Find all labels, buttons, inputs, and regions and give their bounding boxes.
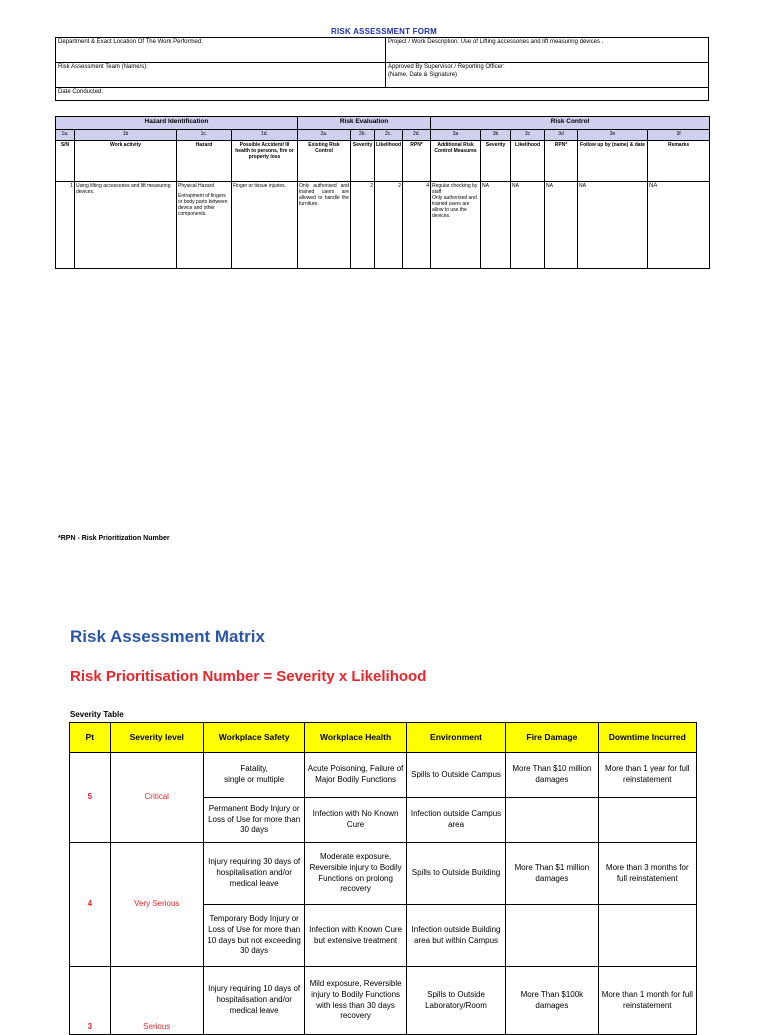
column-header: Remarks	[648, 141, 710, 182]
remarks-cell: NA	[648, 182, 710, 269]
hazard-type: Physical Hazard	[178, 183, 215, 189]
rpn-formula: Risk Prioritisation Number = Severity x Likelihood	[70, 668, 427, 685]
severity-points: 3	[70, 967, 111, 1035]
likelihood-cell: 2	[375, 182, 403, 269]
column-header: Likelihood	[511, 141, 545, 182]
code-cell: 3b	[481, 130, 511, 141]
matrix-title: Risk Assessment Matrix	[70, 627, 265, 646]
column-header: Severity	[481, 141, 511, 182]
column-header: Work activity	[75, 141, 177, 182]
table-cell: Infection with No Known Cure	[305, 798, 406, 843]
table-cell	[506, 905, 598, 967]
table-cell: More Than $100k damages	[506, 967, 598, 1035]
severity-level: Very Serious	[110, 843, 203, 967]
severity-cell: 2	[351, 182, 375, 269]
hazard-detail: Entrapment of fingers or body parts between device and other components.	[178, 193, 228, 217]
table-cell: More than 1 year for full reinstatement	[598, 753, 696, 798]
existing-control-cell: Only authorised and trained users are allowed to handle the furniture.	[298, 182, 351, 269]
code-cell: 3d	[545, 130, 578, 141]
table-cell	[598, 905, 696, 967]
risk-table	[55, 116, 710, 269]
column-header: Additional Risk Control Measures	[431, 141, 481, 182]
table-cell: More Than $1 million damages	[506, 843, 598, 905]
column-header: Existing Risk Control	[298, 141, 351, 182]
severity-points: 5	[70, 753, 111, 843]
table-cell: Mild exposure, Reversible injury to Bodily Functions with less than 30 days recovery	[305, 967, 406, 1035]
table-cell: More Than $10 million damages	[506, 753, 598, 798]
severity-header: Pt	[70, 723, 111, 753]
code-cell: 3c	[511, 130, 545, 141]
severity-table	[69, 722, 697, 1035]
approved-label: Approved By Supervisor / Reporting Officer:	[388, 64, 505, 70]
table-cell: Acute Poisoning, Failure of Major Bodily Functions	[305, 753, 406, 798]
code-cell: 2c.	[375, 130, 403, 141]
code-cell: 1a.	[56, 130, 75, 141]
followup-cell: NA	[578, 182, 648, 269]
table-cell: More than 3 months for full reinstatement	[598, 843, 696, 905]
severity-points: 4	[70, 843, 111, 967]
table-cell: Injury requiring 30 days of hospitalisation and/or medical leave	[203, 843, 304, 905]
severity-level: Serious	[110, 967, 203, 1035]
severity-header: Workplace Safety	[203, 723, 304, 753]
table-cell: Spills to Outside Building	[406, 843, 505, 905]
code-cell: 3e	[578, 130, 648, 141]
column-header: Hazard	[177, 141, 232, 182]
group-hazard-identification: Hazard Identification	[56, 117, 298, 130]
column-header: RPN*	[545, 141, 578, 182]
table-cell: Infection outside Campus area	[406, 798, 505, 843]
table-cell: More than 1 month for full reinstatement	[598, 967, 696, 1035]
table-cell: Infection with Known Cure but extensive treatment	[305, 905, 406, 967]
table-row	[70, 843, 697, 905]
table-cell: Moderate exposure, Reversible injury to Bodily Functions on prolong recovery	[305, 843, 406, 905]
group-risk-control: Risk Control	[431, 117, 710, 130]
column-header: S/N	[56, 141, 75, 182]
table-cell: Infection outside Building area but within Campus	[406, 905, 505, 967]
column-header: Follow up by (name) & date	[578, 141, 648, 182]
code-cell: 3f	[648, 130, 710, 141]
form-title: RISK ASSESSMENT FORM	[331, 27, 437, 36]
table-cell	[598, 798, 696, 843]
table-cell: Fatality, single or multiple	[203, 753, 304, 798]
code-cell: 1b	[75, 130, 177, 141]
team-field[interactable]: Risk Assessment Team (Name/s):	[56, 63, 386, 88]
rpn2-cell: NA	[545, 182, 578, 269]
severity-header: Severity level	[110, 723, 203, 753]
code-cell: 2d.	[403, 130, 431, 141]
accident-cell: Finger or tissue injuries.	[232, 182, 298, 269]
severity2-cell: NA	[481, 182, 511, 269]
code-cell: 2a.	[298, 130, 351, 141]
column-header: Likelihood	[375, 141, 403, 182]
group-risk-evaluation: Risk Evaluation	[298, 117, 431, 130]
column-header: RPN*	[403, 141, 431, 182]
form-header-table	[55, 37, 709, 101]
severity-header: Fire Damage	[506, 723, 598, 753]
likelihood2-cell: NA	[511, 182, 545, 269]
code-cell: 1c.	[177, 130, 232, 141]
additional-control-cell: Regular checking by staff Only authorised and trained users are allow to use the devices.	[431, 182, 481, 269]
column-header: Severity	[351, 141, 375, 182]
date-field[interactable]: Date Conducted:	[56, 88, 709, 101]
code-cell: 1d.	[232, 130, 298, 141]
project-field[interactable]: Project / Work Description: Use of Lifting accessories and lift measuring devices .	[386, 38, 709, 63]
table-cell: Spills to Outside Campus	[406, 753, 505, 798]
severity-header: Environment	[406, 723, 505, 753]
code-cell: 2b.	[351, 130, 375, 141]
table-cell: Permanent Body Injury or Loss of Use for more than 30 days	[203, 798, 304, 843]
activity-cell: Using lifting accessories and lift measuring devices.	[75, 182, 177, 269]
table-row	[56, 182, 710, 269]
column-header: Possible Accident/ Ill health to persons, fire or property loss	[232, 141, 298, 182]
table-row	[70, 753, 697, 798]
sn-cell: 1	[56, 182, 75, 269]
severity-header: Workplace Health	[305, 723, 406, 753]
severity-header: Downtime Incurred	[598, 723, 696, 753]
table-cell	[506, 798, 598, 843]
table-cell: Injury requiring 10 days of hospitalisation and/or medical leave	[203, 967, 304, 1035]
hazard-cell	[177, 182, 232, 269]
rpn-cell: 4	[403, 182, 431, 269]
severity-level: Critical	[110, 753, 203, 843]
rpn-footnote: *RPN - Risk Prioritization Number	[58, 535, 170, 542]
approved-sublabel: (Name, Date & Signature)	[388, 72, 458, 78]
table-row	[70, 967, 697, 1035]
code-cell: 3a	[431, 130, 481, 141]
severity-table-caption: Severity Table	[70, 710, 124, 719]
department-field[interactable]: Department & Exact Location Of The Work Performed:	[56, 38, 386, 63]
table-cell: Temporary Body Injury or Loss of Use for more than 10 days but not exceeding 30 days	[203, 905, 304, 967]
table-cell: Spills to Outside Laboratory/Room	[406, 967, 505, 1035]
approved-field[interactable]	[386, 63, 709, 88]
